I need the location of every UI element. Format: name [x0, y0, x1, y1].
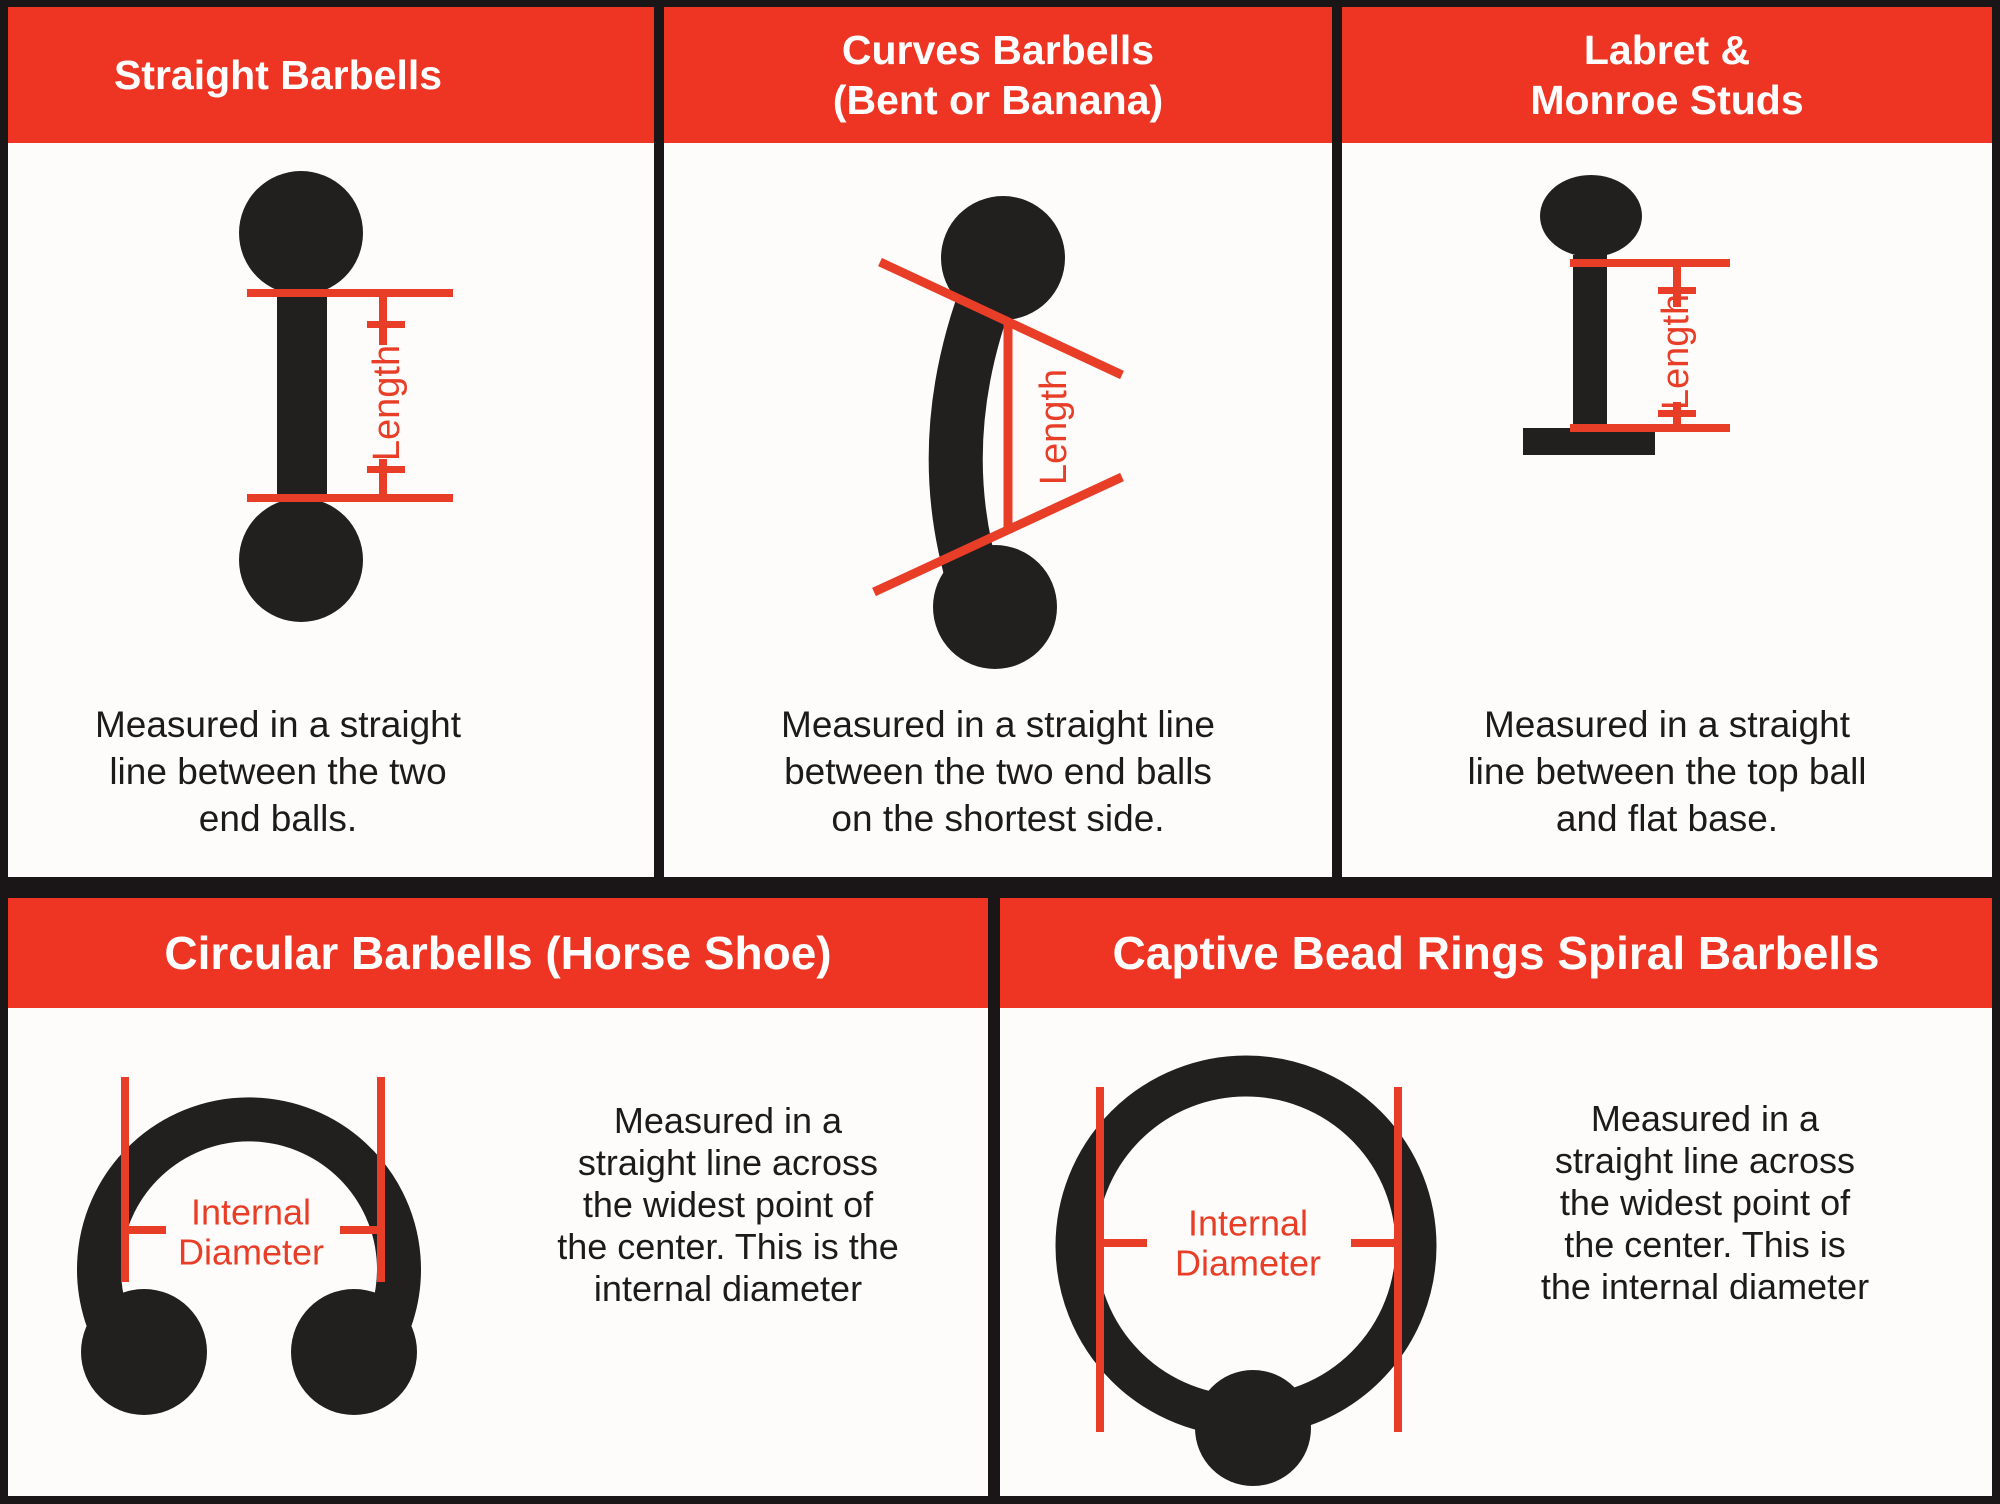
panel-title-line: (Bent or Banana) [832, 77, 1164, 123]
right-diameter-line [377, 1077, 385, 1282]
internal-diameter-label-line: Diameter [177, 1231, 325, 1273]
panel-title-line: Straight Barbells [113, 52, 443, 98]
description-line: end balls. [198, 798, 358, 839]
stud-post [1573, 255, 1607, 428]
right-tick [340, 1226, 381, 1234]
top-ball [1540, 175, 1642, 257]
top-ball [239, 171, 363, 295]
barbell-shaft [277, 279, 327, 501]
description-line: the center. This is [1564, 1224, 1846, 1265]
panel-title-line: Circular Barbells (Horse Shoe) [164, 927, 832, 979]
left-tick [125, 1226, 166, 1234]
panel-title-line: Curves Barbells [841, 27, 1155, 73]
length-label: Length [366, 344, 408, 462]
panel-description [468, 1100, 988, 1310]
right-tick [1351, 1239, 1398, 1247]
description-line: on the shortest side. [831, 798, 1165, 839]
length-label: Length [1033, 368, 1075, 486]
panel-description [1445, 1098, 1965, 1308]
top-measure-line [1570, 259, 1730, 267]
panel-labret-studs [1342, 7, 1992, 877]
left-diameter-line [121, 1077, 129, 1282]
bottom-ball [239, 498, 363, 622]
upper-tick [367, 321, 405, 328]
panel-title-line: Captive Bead Rings Spiral Barbells [1112, 927, 1880, 979]
top-measure-line [247, 289, 453, 297]
bottom-measure-line [247, 494, 453, 502]
bottom-ball [933, 545, 1057, 669]
panel-title-line: Monroe Studs [1530, 77, 1804, 123]
internal-diameter-label-line: Internal [1187, 1202, 1309, 1244]
bottom-measure-line [1570, 424, 1730, 432]
description-line: line between the top ball [1467, 751, 1867, 792]
left-ball [81, 1289, 207, 1415]
dimension-line-lower [379, 459, 387, 502]
panel-circular-barbells [8, 898, 988, 1496]
description-line: the internal diameter [1540, 1266, 1870, 1307]
panel-description [8, 701, 548, 842]
panel-title-line: Labret & [1583, 27, 1751, 73]
description-line: and flat base. [1555, 798, 1779, 839]
right-diameter-line [1394, 1087, 1402, 1432]
left-diameter-line [1096, 1087, 1104, 1432]
description-line: between the two end balls [784, 751, 1212, 792]
right-ball [291, 1289, 417, 1415]
description-line: line between the two [109, 751, 447, 792]
left-tick [1100, 1239, 1147, 1247]
upper-tick [1658, 287, 1696, 294]
description-line: the center. This is the [557, 1226, 899, 1267]
description-line: Measured in a straight [94, 704, 462, 745]
description-line: internal diameter [593, 1268, 863, 1309]
panel-captive-bead-rings [1000, 898, 1992, 1496]
description-line: straight line across [577, 1142, 879, 1183]
internal-diameter-label-line: Diameter [1174, 1242, 1322, 1284]
panel-description [1342, 701, 1992, 842]
bead [1195, 1370, 1311, 1486]
panel-straight-barbells [8, 7, 654, 877]
description-line: the widest point of [582, 1184, 874, 1225]
description-line: Measured in a straight [1483, 704, 1851, 745]
description-line: Measured in a straight line [781, 704, 1215, 745]
description-line: straight line across [1554, 1140, 1856, 1181]
panel-description [664, 701, 1332, 842]
panel-curved-barbells [664, 7, 1332, 877]
internal-diameter-label-line: Internal [190, 1191, 312, 1233]
description-line: Measured in a [1590, 1098, 1820, 1139]
description-line: the widest point of [1559, 1182, 1851, 1223]
lower-tick [367, 466, 405, 473]
flat-base [1523, 428, 1655, 455]
length-label: Length [1655, 293, 1697, 411]
dimension-line-upper [379, 289, 387, 345]
description-line: Measured in a [613, 1100, 843, 1141]
